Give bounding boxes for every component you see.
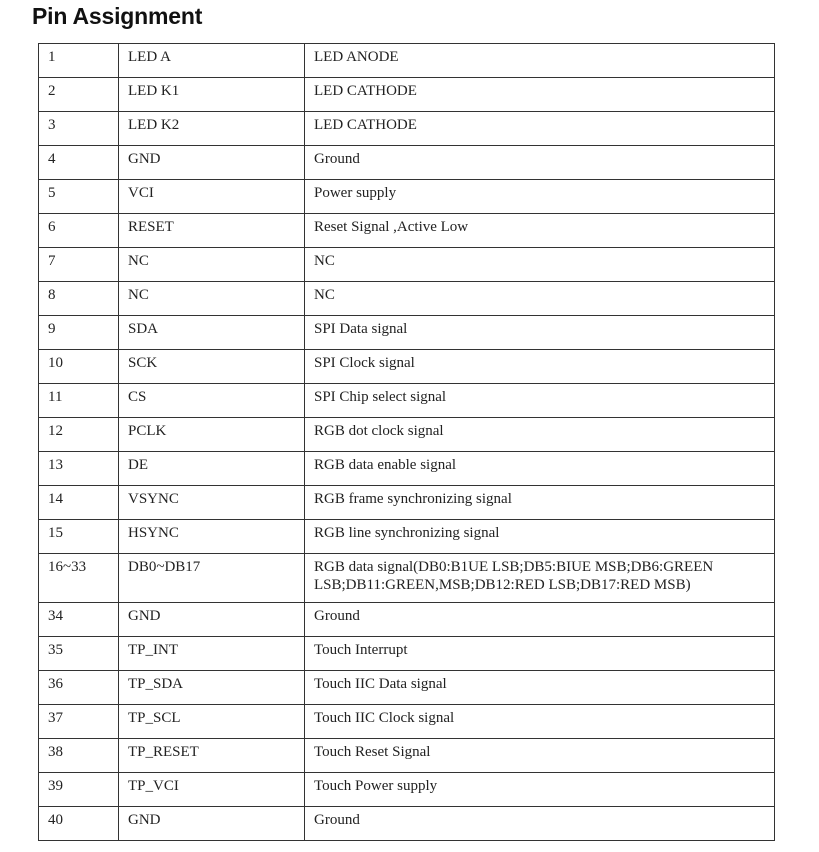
pin-description-cell: LED CATHODE xyxy=(305,78,775,112)
pin-number-cell: 35 xyxy=(39,637,119,671)
pin-symbol-cell: LED K1 xyxy=(119,78,305,112)
pin-number-cell: 9 xyxy=(39,316,119,350)
pin-description-cell: SPI Clock signal xyxy=(305,350,775,384)
pin-number-cell: 14 xyxy=(39,486,119,520)
pin-number-cell: 12 xyxy=(39,418,119,452)
pin-number-cell: 37 xyxy=(39,705,119,739)
pin-symbol-cell: SDA xyxy=(119,316,305,350)
table-row xyxy=(39,316,775,350)
pin-symbol-cell: NC xyxy=(119,282,305,316)
pin-number-cell: 13 xyxy=(39,452,119,486)
pin-number-cell: 2 xyxy=(39,78,119,112)
table-row xyxy=(39,452,775,486)
pin-description-cell: SPI Chip select signal xyxy=(305,384,775,418)
table-row xyxy=(39,214,775,248)
pin-number-cell: 36 xyxy=(39,671,119,705)
page-title: Pin Assignment xyxy=(32,3,203,29)
pin-number-cell: 34 xyxy=(39,603,119,637)
pin-description-cell: RGB data signal(DB0:B1UE LSB;DB5:BIUE MSB;DB6:GREEN LSB;DB11:GREEN,MSB;DB12:RED LSB;DB17:RED MSB) xyxy=(305,554,775,603)
pin-symbol-cell: TP_VCI xyxy=(119,773,305,807)
table-row xyxy=(39,180,775,214)
pin-number-cell: 11 xyxy=(39,384,119,418)
table-row xyxy=(39,350,775,384)
pin-description-cell: Touch Interrupt xyxy=(305,637,775,671)
pin-symbol-cell: LED K2 xyxy=(119,112,305,146)
pin-description-cell: RGB frame synchronizing signal xyxy=(305,486,775,520)
table-row xyxy=(39,739,775,773)
pin-symbol-cell: GND xyxy=(119,807,305,841)
pin-number-cell: 6 xyxy=(39,214,119,248)
pin-description-cell: LED ANODE xyxy=(305,44,775,78)
table-row xyxy=(39,807,775,841)
pin-symbol-cell: NC xyxy=(119,248,305,282)
table-row xyxy=(39,773,775,807)
pin-symbol-cell: SCK xyxy=(119,350,305,384)
pin-description-cell: RGB data enable signal xyxy=(305,452,775,486)
pin-symbol-cell: PCLK xyxy=(119,418,305,452)
table-row xyxy=(39,146,775,180)
pin-symbol-cell: VCI xyxy=(119,180,305,214)
pin-symbol-cell: TP_INT xyxy=(119,637,305,671)
pin-number-cell: 16~33 xyxy=(39,554,119,603)
pin-number-cell: 38 xyxy=(39,739,119,773)
pin-number-cell: 15 xyxy=(39,520,119,554)
table-row xyxy=(39,554,775,603)
pin-symbol-cell: HSYNC xyxy=(119,520,305,554)
pin-symbol-cell: RESET xyxy=(119,214,305,248)
pin-number-cell: 3 xyxy=(39,112,119,146)
pin-symbol-cell: DE xyxy=(119,452,305,486)
pin-description-cell: Ground xyxy=(305,146,775,180)
pin-symbol-cell: TP_SCL xyxy=(119,705,305,739)
pin-symbol-cell: LED A xyxy=(119,44,305,78)
pin-description-cell: Touch IIC Data signal xyxy=(305,671,775,705)
pin-number-cell: 4 xyxy=(39,146,119,180)
table-row xyxy=(39,248,775,282)
pin-description-cell: Reset Signal ,Active Low xyxy=(305,214,775,248)
pin-symbol-cell: GND xyxy=(119,146,305,180)
table-row xyxy=(39,671,775,705)
pin-description-cell: Touch Reset Signal xyxy=(305,739,775,773)
pin-description-cell: Ground xyxy=(305,603,775,637)
pin-number-cell: 5 xyxy=(39,180,119,214)
table-row xyxy=(39,384,775,418)
table-row xyxy=(39,44,775,78)
table-row xyxy=(39,637,775,671)
table-row xyxy=(39,418,775,452)
pin-number-cell: 1 xyxy=(39,44,119,78)
pin-description-cell: Ground xyxy=(305,807,775,841)
pin-description-cell: NC xyxy=(305,248,775,282)
table-row xyxy=(39,282,775,316)
pin-description-cell: SPI Data signal xyxy=(305,316,775,350)
pin-number-cell: 7 xyxy=(39,248,119,282)
pin-symbol-cell: TP_SDA xyxy=(119,671,305,705)
pin-symbol-cell: VSYNC xyxy=(119,486,305,520)
pin-symbol-cell: CS xyxy=(119,384,305,418)
pin-description-cell: Touch Power supply xyxy=(305,773,775,807)
pin-symbol-cell: DB0~DB17 xyxy=(119,554,305,603)
table-row xyxy=(39,486,775,520)
pin-symbol-cell: GND xyxy=(119,603,305,637)
table-row xyxy=(39,705,775,739)
pin-number-cell: 10 xyxy=(39,350,119,384)
pin-assignment-table xyxy=(38,43,775,841)
pin-symbol-cell: TP_RESET xyxy=(119,739,305,773)
pin-number-cell: 8 xyxy=(39,282,119,316)
pin-description-cell: Power supply xyxy=(305,180,775,214)
pin-description-cell: LED CATHODE xyxy=(305,112,775,146)
pin-description-cell: Touch IIC Clock signal xyxy=(305,705,775,739)
pin-number-cell: 39 xyxy=(39,773,119,807)
pin-description-cell: RGB line synchronizing signal xyxy=(305,520,775,554)
pin-number-cell: 40 xyxy=(39,807,119,841)
table-row xyxy=(39,520,775,554)
pin-description-cell: RGB dot clock signal xyxy=(305,418,775,452)
table-row xyxy=(39,112,775,146)
table-row xyxy=(39,603,775,637)
pin-description-cell: NC xyxy=(305,282,775,316)
table-row xyxy=(39,78,775,112)
